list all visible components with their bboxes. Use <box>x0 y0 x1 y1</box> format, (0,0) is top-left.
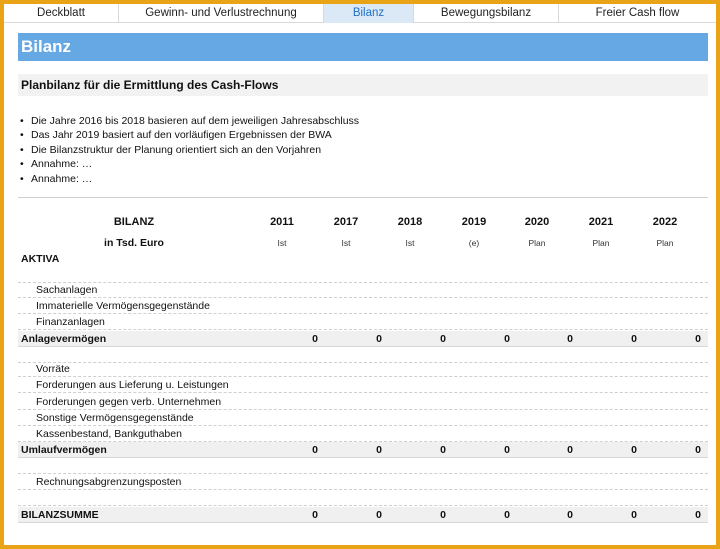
note-item: • Das Jahr 2019 basiert auf den vorläufigen Ergebnissen der BWA <box>20 129 332 142</box>
table-unit: in Tsd. Euro <box>104 237 164 249</box>
sheet-tab-bar <box>4 4 716 23</box>
table-row[interactable]: Forderungen gegen verb. Unternehmen <box>18 394 708 410</box>
tab-deckblatt[interactable]: Deckblatt <box>4 4 119 23</box>
app-frame <box>4 4 716 545</box>
year-header: 2021 <box>588 216 614 228</box>
table-title: BILANZ <box>113 216 155 228</box>
table-row[interactable]: Forderungen aus Lieferung u. Leistungen <box>18 377 708 393</box>
table-row[interactable]: Sachanlagen <box>18 282 708 298</box>
year-header: 2018 <box>397 216 423 228</box>
tab-bewegungsbilanz[interactable]: Bewegungsbilanz <box>414 4 559 23</box>
year-type: Plan <box>592 238 610 248</box>
year-type: Ist <box>405 238 415 248</box>
note-item: • Die Bilanzstruktur der Planung orientiert sich an den Vorjahren <box>20 143 322 156</box>
table-row <box>18 458 708 474</box>
notes-list <box>20 114 700 186</box>
table-row[interactable]: Rechnungsabgrenzungsposten <box>18 474 708 490</box>
table-row[interactable]: Vorräte <box>18 361 708 377</box>
section-divider <box>18 197 708 198</box>
table-row[interactable]: Sonstige Vermögensgegenstände <box>18 410 708 426</box>
tab-freier-cash-flow[interactable]: Freier Cash flow <box>595 7 680 19</box>
table-row <box>18 267 708 283</box>
year-header: 2020 <box>524 216 550 228</box>
year-header: 2017 <box>333 216 359 228</box>
table-row[interactable]: Finanzanlagen <box>18 314 708 330</box>
tab-bilanz[interactable]: Bilanz <box>324 4 414 23</box>
umlaufvermoegen-sum-row[interactable]: Umlaufvermögen 0 0 0 0 0 0 0 <box>18 442 708 458</box>
note-item: • Annahme: … <box>20 158 93 171</box>
table-row[interactable]: Kassenbestand, Bankguthaben <box>18 426 708 442</box>
year-header: 2019 <box>461 216 487 228</box>
year-type: (e) <box>468 238 480 248</box>
subheader-title: Planbilanz für die Ermittlung des Cash-Flows <box>18 74 708 96</box>
year-type: Plan <box>656 238 674 248</box>
year-header: 2022 <box>652 216 678 228</box>
year-type: Ist <box>341 238 351 248</box>
year-header: 2011 <box>270 216 294 228</box>
table-row[interactable]: Immaterielle Vermögensgegenstände <box>18 298 708 314</box>
bilanzsumme-row[interactable]: BILANZSUMME 0 0 0 0 0 0 0 <box>18 507 708 523</box>
table-row <box>18 490 708 506</box>
note-item: • Annahme: … <box>20 172 93 185</box>
tab-gewinn-und-verlustrechnung[interactable]: Gewinn- und Verlustrechnung <box>119 4 324 23</box>
anlagevermoegen-sum-row[interactable]: Anlagevermögen 0 0 0 0 0 0 0 <box>18 331 708 347</box>
note-item: • Die Jahre 2016 bis 2018 basieren auf dem jeweiligen Jahresabschluss <box>20 115 360 127</box>
section-title: Bilanz <box>18 33 708 61</box>
year-type: Plan <box>528 238 546 248</box>
year-type: Ist <box>277 238 287 248</box>
aktiva-label: AKTIVA <box>21 253 60 265</box>
